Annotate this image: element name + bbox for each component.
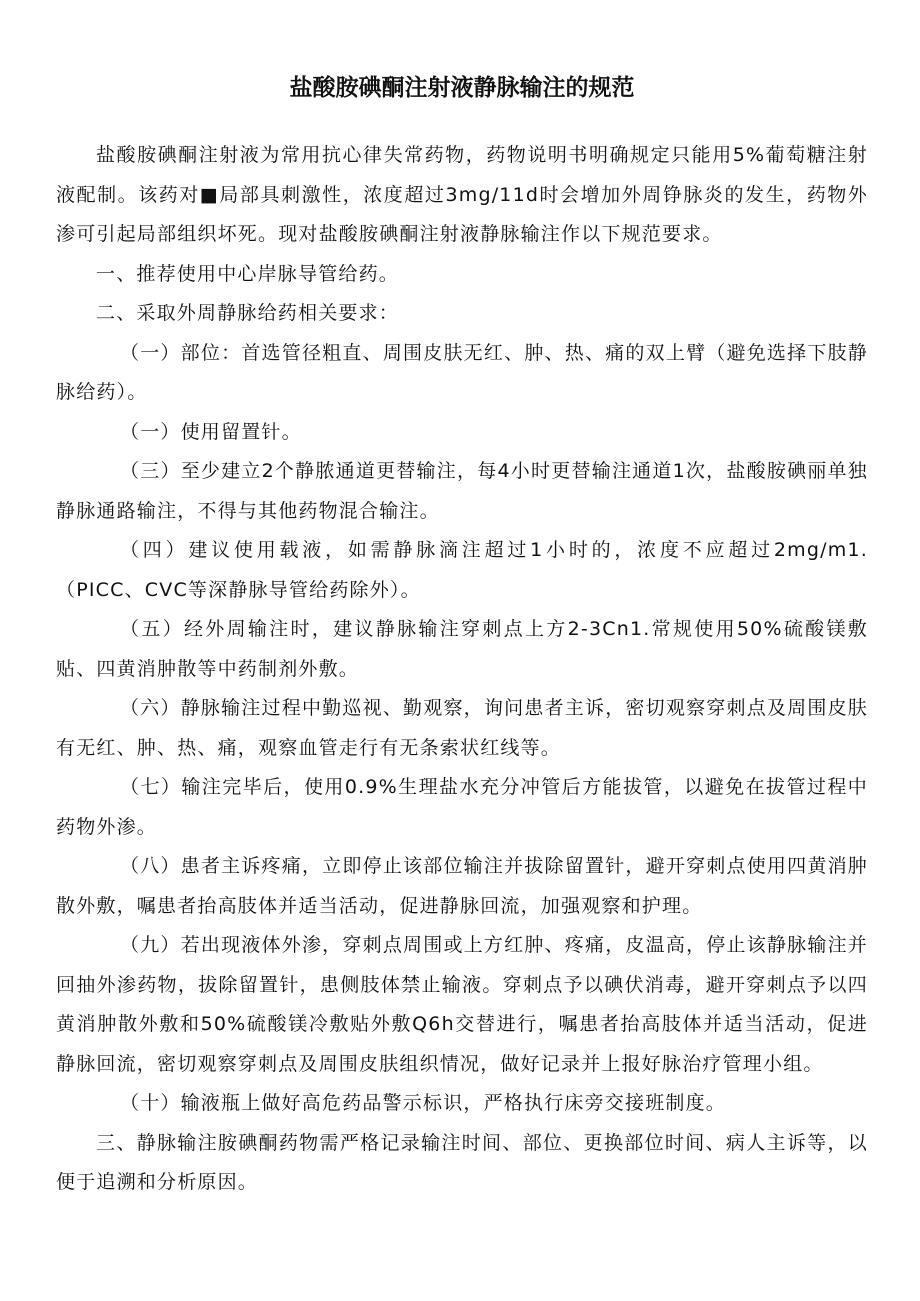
item-7-flush: （七）输注完毕后，使用0.9%生理盐水充分冲管后方能拔管，以避免在拔管过程中药物外渗。: [56, 776, 868, 838]
section-3: 三、静脉输注胺碘酮药物需严格记录输注时间、部位、更换部位时间、病人主诉等，以便于追溯和分析原因。: [56, 1131, 868, 1193]
section-2: 二、采取外周静脉给药相关要求：: [96, 302, 400, 324]
item-3-access-rotation: （三）至少建立2个静脓通道更替输注，每4小时更替输注通道1次，盐酸胺碘丽单独静脉通路输注，不得与其他药物混合输注。: [56, 460, 868, 522]
document-title: 盐酸胺碘酮注射液静脉输注的规范: [289, 75, 635, 101]
section-1: 一、推荐使用中心岸脉导管给药。: [96, 262, 400, 285]
item-4-carrier-fluid: （四）建议使用载液，如需静脉滴注超过1小时的，浓度不应超过2mg/m1.（PICC、CVC等深静脉导管给药除外）。: [56, 539, 868, 601]
item-2-indwelling-needle: （一）使用留置针。: [120, 420, 302, 443]
item-8-pain-response: （八）患者主诉疼痛，立即停止该部位输注并拔除留置针，避开穿刺点使用四黄消肿散外敷，嘱患者抬高肢体并适当活动，促进静脉回流，加强观察和护理。: [56, 855, 868, 917]
document-page: [56, 70, 868, 1203]
item-6-observation: （六）静脉输注过程中勤巡视、勤观察，询问患者主诉，密切观察穿刺点及周围皮肤有无红、肿、热、痛，观察血管走行有无条索状红线等。: [56, 697, 868, 759]
intro-paragraph: 盐酸胺碘酮注射液为常用抗心律失常药物，药物说明书明确规定只能用5%葡萄糖注射液配制。该药对■局部具刺激性，浓度超过3mg/11d时会增加外周铮脉炎的发生，药物外渗可引起局部组织坏死。现对盐酸胺碘酮注射液静脉输注作以下规范要求。: [56, 144, 868, 245]
item-5-peripheral-infusion: （五）经外周输注时，建议静脉输注穿刺点上方2-3Cn1.常规使用50%硫酸镁敷贴、四黄消肿散等中药制剂外敷。: [56, 618, 868, 680]
item-9-extravasation: （九）若出现液体外渗，穿刺点周围或上方红肿、疼痛，皮温高，停止该静脉输注并回抽外渗药物，拔除留置针，患侧肢体禁止输液。穿刺点予以碘伏消毒，避开穿刺点予以四黄消肿散外敷和50%硫酸镁冷敷贴外敷Q6h交替进行，嘱患者抬高肢体并适当活动，促进静脉回流，密切观察穿刺点及周围皮肤组织情况，做好记录并上报好脉治疗管理小组。: [56, 934, 868, 1075]
item-1-location: （一）部位：首选管径粗直、周围皮肤无红、肿、热、痛的双上臂（避免选择下肢静脉给药）。: [56, 341, 868, 403]
item-10-warning-label: （十）输液瓶上做好高危药品警示标识，严格执行床旁交接班制度。: [120, 1092, 727, 1114]
